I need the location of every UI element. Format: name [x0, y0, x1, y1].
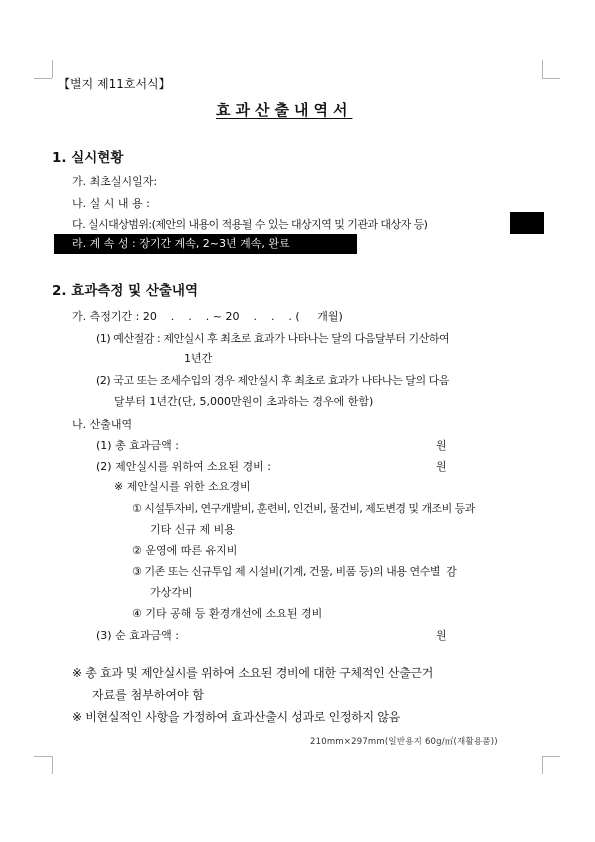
cost-item-1-line2: 기타 신규 제 비용	[150, 523, 235, 536]
paper-spec-footer: 210mm×297mm(일반용지 60g/㎡(재활용품))	[310, 737, 498, 747]
item-scope: 다. 실시대상범위:(제안의 내용이 적용될 수 있는 대상지역 및 기관과 대상자 등)	[72, 218, 428, 231]
crop-mark-bottom-right	[542, 756, 543, 774]
item-continuity: 라. 계 속 성 : 장기간 계속, 2~3년 계속, 완료	[54, 234, 357, 254]
section-1-heading: 1. 실시현황	[52, 150, 124, 166]
net-effect-unit: 원	[436, 629, 447, 642]
item-first-date: 가. 최초실시일자:	[72, 175, 158, 188]
total-effect-label: (1) 총 효과금액 :	[96, 439, 179, 452]
calc-heading: 나. 산출내역	[72, 418, 133, 431]
cost-item-3-line2: 가상각비	[150, 586, 193, 599]
net-effect-label: (3) 순 효과금액 :	[96, 629, 179, 642]
budget-saving-line1: (1) 예산절감 : 제안실시 후 최초로 효과가 나타나는 달의 다음달부터 기산하여	[96, 332, 450, 345]
cost-item-1-line1: ① 시설투자비, 연구개발비, 훈련비, 인건비, 물건비, 제도변경 및 개조비 등과	[132, 502, 475, 515]
crop-mark-top-right	[542, 78, 560, 79]
crop-mark-bottom-left	[34, 756, 52, 757]
crop-mark-bottom-right	[542, 756, 560, 757]
treasury-line1: (2) 국고 또는 조세수입의 경우 제안실시 후 최초로 효과가 나타나는 달의 다음	[96, 374, 450, 387]
cost-item-4: ④ 기타 공해 등 환경개선에 소요된 경비	[132, 607, 323, 620]
crop-mark-top-left	[52, 60, 53, 78]
note-1-line1: ※ 총 효과 및 제안실시를 위하여 소요된 경비에 대한 구체적인 산출근거	[72, 666, 434, 680]
crop-mark-top-left	[34, 78, 52, 79]
note-1-line2: 자료를 첨부하여야 함	[92, 688, 204, 702]
section-2-heading: 2. 효과측정 및 산출내역	[52, 283, 198, 299]
measurement-period: 가. 측정기간 : 20 . . . ~ 20 . . . ( 개월)	[72, 310, 343, 323]
expense-label: (2) 제안실시를 위하여 소요된 경비 :	[96, 460, 271, 473]
page-title: 효과산출내역서	[216, 101, 353, 119]
crop-mark-top-right	[542, 60, 543, 78]
crop-mark-bottom-left	[52, 756, 53, 774]
treasury-line2: 달부터 1년간(단, 5,000만원이 초과하는 경우에 한함)	[114, 395, 374, 408]
total-effect-unit: 원	[436, 439, 447, 452]
form-label: 【별지 제11호서식】	[58, 77, 171, 91]
note-2: ※ 비현실적인 사항을 가정하여 효과산출시 성과로 인정하지 않음	[72, 710, 400, 724]
cost-item-3-line1: ③ 기존 또는 신규투입 제 시설비(기계, 건물, 비품 등)의 내용 연수별 감	[132, 565, 457, 578]
expense-unit: 원	[436, 460, 447, 473]
expense-note: ※ 제안실시를 위한 소요경비	[114, 480, 251, 493]
item-content: 나. 실 시 내 용 :	[72, 197, 150, 210]
budget-saving-line2: 1년간	[184, 352, 213, 365]
redaction-block	[510, 212, 544, 234]
cost-item-2: ② 운영에 따른 유지비	[132, 544, 238, 557]
